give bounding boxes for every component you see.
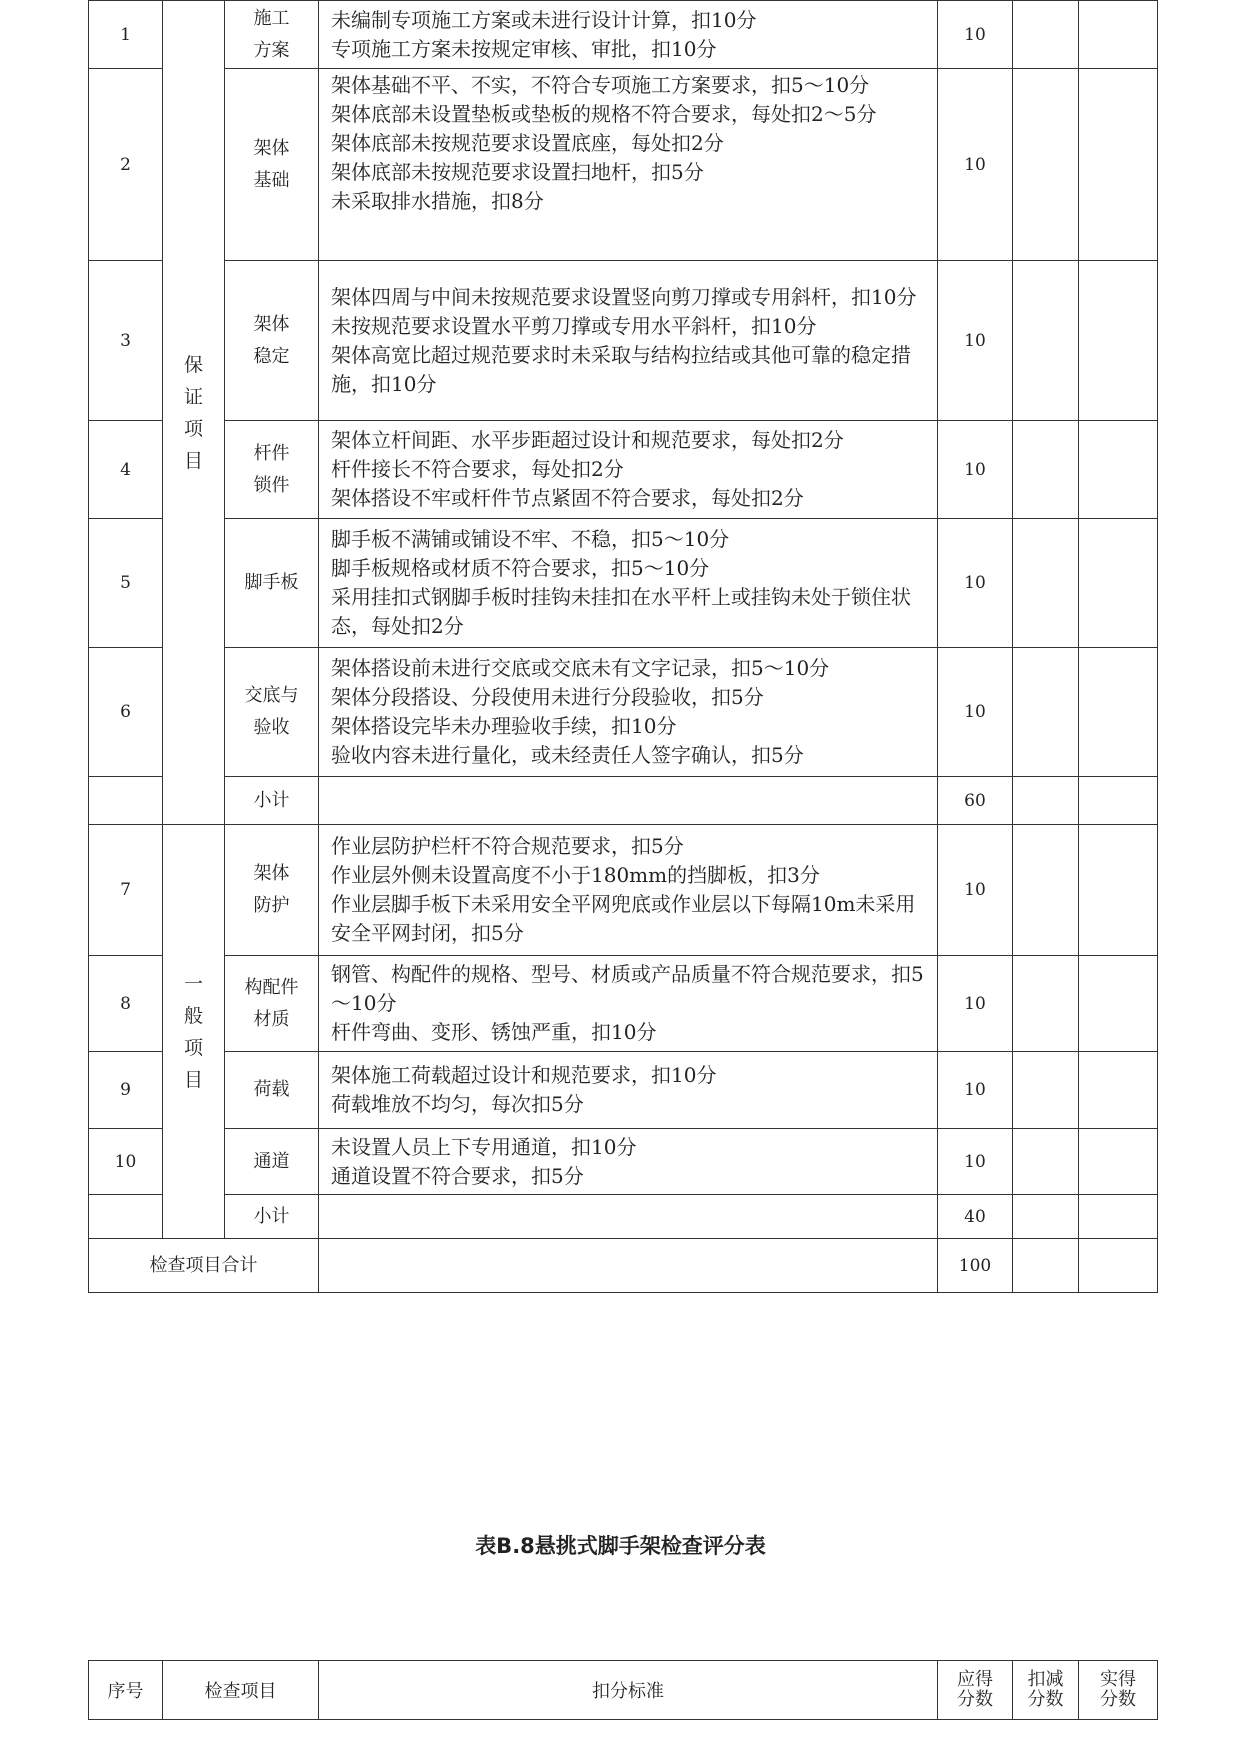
- score-actual-cell[interactable]: [1079, 1195, 1158, 1239]
- item-name: 构配件材质: [225, 956, 319, 1052]
- deduction-standard: 架体基础不平、不实，不符合专项施工方案要求，扣5～10分 架体底部未设置垫板或垫板的规格不符合要求，每处扣2～5分 架体底部未按规范要求设置底座，每处扣2分 架体底部未按规范要求设置扫地杆，扣5分 未采取排水措施，扣8分: [319, 69, 938, 261]
- subtotal-label: 小计: [225, 777, 319, 825]
- score-due: 10: [938, 261, 1013, 421]
- item-name: 荷载: [225, 1052, 319, 1129]
- row-number: 6: [89, 648, 163, 777]
- header-score-actual: 实得 分数: [1079, 1661, 1158, 1720]
- table-row: [89, 1052, 1158, 1129]
- row-number: [89, 777, 163, 825]
- total-score: 100: [938, 1239, 1013, 1293]
- score-deduct-cell[interactable]: [1013, 1239, 1079, 1293]
- row-number: 2: [89, 69, 163, 261]
- score-actual-cell[interactable]: [1079, 956, 1158, 1052]
- score-due: 10: [938, 1129, 1013, 1195]
- item-name: 通道: [225, 1129, 319, 1195]
- header-no: 序号: [89, 1661, 163, 1720]
- next-table-header: [88, 1660, 1158, 1720]
- table-title: 表B.8悬挑式脚手架检查评分表: [475, 1534, 766, 1558]
- score-actual-cell[interactable]: [1079, 519, 1158, 648]
- item-name: 架体防护: [225, 825, 319, 956]
- deduction-standard: 架体立杆间距、水平步距超过设计和规范要求，每处扣2分 杆件接长不符合要求，每处扣2分 架体搭设不牢或杆件节点紧固不符合要求，每处扣2分: [319, 421, 938, 519]
- deduction-standard: [319, 777, 938, 825]
- deduction-standard: [319, 1195, 938, 1239]
- item-name: 杆件锁件: [225, 421, 319, 519]
- score-deduct-cell[interactable]: [1013, 825, 1079, 956]
- header-item: 检查项目: [163, 1661, 319, 1720]
- score-due: 10: [938, 69, 1013, 261]
- item-name: 脚手板: [225, 519, 319, 648]
- row-number: 7: [89, 825, 163, 956]
- row-number: 10: [89, 1129, 163, 1195]
- deduction-standard: 架体四周与中间未按规范要求设置竖向剪刀撑或专用斜杆，扣10分 未按规范要求设置水平剪刀撑或专用水平斜杆，扣10分 架体高宽比超过规范要求时未采取与结构拉结或其他可靠的稳定措施，扣10分: [319, 261, 938, 421]
- score-actual-cell[interactable]: [1079, 825, 1158, 956]
- deduction-standard: [319, 1239, 938, 1293]
- row-number: [89, 1195, 163, 1239]
- table-row: [89, 956, 1158, 1052]
- table-row: [89, 648, 1158, 777]
- score-actual-cell[interactable]: [1079, 261, 1158, 421]
- score-due: 10: [938, 421, 1013, 519]
- score-deduct-cell[interactable]: [1013, 1195, 1079, 1239]
- score-due: 10: [938, 519, 1013, 648]
- score-deduct-cell[interactable]: [1013, 261, 1079, 421]
- score-deduct-cell[interactable]: [1013, 69, 1079, 261]
- table-row: [89, 519, 1158, 648]
- score-deduct-cell[interactable]: [1013, 956, 1079, 1052]
- score-due: 10: [938, 1052, 1013, 1129]
- deduction-standard: 作业层防护栏杆不符合规范要求，扣5分 作业层外侧未设置高度不小于180mm的挡脚板，扣3分 作业层脚手板下未采用安全平网兜底或作业层以下每隔10m未采用安全平网封闭，扣5分: [319, 825, 938, 956]
- score-due: 10: [938, 825, 1013, 956]
- score-deduct-cell[interactable]: [1013, 519, 1079, 648]
- score-due: 10: [938, 1, 1013, 69]
- score-actual-cell[interactable]: [1079, 1052, 1158, 1129]
- score-actual-cell[interactable]: [1079, 1129, 1158, 1195]
- subtotal-row: [89, 1195, 1158, 1239]
- score-deduct-cell[interactable]: [1013, 1129, 1079, 1195]
- deduction-standard: 脚手板不满铺或铺设不牢、不稳，扣5～10分 脚手板规格或材质不符合要求，扣5～10分 采用挂扣式钢脚手板时挂钩未挂扣在水平杆上或挂钩未处于锁住状态，每处扣2分: [319, 519, 938, 648]
- item-name: 施工方案: [225, 1, 319, 69]
- score-deduct-cell[interactable]: [1013, 1, 1079, 69]
- item-name: 架体基础: [225, 69, 319, 261]
- deduction-standard: 架体施工荷载超过设计和规范要求，扣10分 荷载堆放不均匀，每次扣5分: [319, 1052, 938, 1129]
- row-number: 3: [89, 261, 163, 421]
- score-actual-cell[interactable]: [1079, 1239, 1158, 1293]
- subtotal-row: [89, 777, 1158, 825]
- score-deduct-cell[interactable]: [1013, 1052, 1079, 1129]
- score-actual-cell[interactable]: [1079, 69, 1158, 261]
- row-number: 9: [89, 1052, 163, 1129]
- score-due: 10: [938, 956, 1013, 1052]
- row-number: 5: [89, 519, 163, 648]
- scaffold-score-table: [88, 0, 1158, 1293]
- row-number: 8: [89, 956, 163, 1052]
- category-cell-guarantee: [163, 1, 225, 825]
- subtotal-label: 小计: [225, 1195, 319, 1239]
- deduction-standard: 未设置人员上下专用通道，扣10分 通道设置不符合要求，扣5分: [319, 1129, 938, 1195]
- score-deduct-cell[interactable]: [1013, 421, 1079, 519]
- table-row: [89, 1, 1158, 69]
- score-deduct-cell[interactable]: [1013, 648, 1079, 777]
- score-deduct-cell[interactable]: [1013, 777, 1079, 825]
- header-row: [89, 1661, 1158, 1720]
- deduction-standard: 未编制专项施工方案或未进行设计计算，扣10分 专项施工方案未按规定审核、审批，扣10分: [319, 1, 938, 69]
- table-row: [89, 69, 1158, 261]
- table-row: [89, 825, 1158, 956]
- score-actual-cell[interactable]: [1079, 421, 1158, 519]
- table-row: [89, 1129, 1158, 1195]
- score-actual-cell[interactable]: [1079, 1, 1158, 69]
- score-actual-cell[interactable]: [1079, 777, 1158, 825]
- deduction-standard: 钢管、构配件的规格、型号、材质或产品质量不符合规范要求，扣5～10分 杆件弯曲、变形、锈蚀严重，扣10分: [319, 956, 938, 1052]
- row-number: 4: [89, 421, 163, 519]
- score-due: 10: [938, 648, 1013, 777]
- table-row: [89, 421, 1158, 519]
- total-row: [89, 1239, 1158, 1293]
- header-standard: 扣分标准: [319, 1661, 938, 1720]
- table-row: [89, 261, 1158, 421]
- item-name: 交底与验收: [225, 648, 319, 777]
- row-number: 1: [89, 1, 163, 69]
- subtotal-score: 40: [938, 1195, 1013, 1239]
- total-label: 检查项目合计: [89, 1239, 319, 1293]
- deduction-standard: 架体搭设前未进行交底或交底未有文字记录，扣5～10分 架体分段搭设、分段使用未进行分段验收，扣5分 架体搭设完毕未办理验收手续，扣10分 验收内容未进行量化，或未经责任人签字确认，扣5分: [319, 648, 938, 777]
- category-cell-general: [163, 825, 225, 1239]
- score-actual-cell[interactable]: [1079, 648, 1158, 777]
- header-score-deduct: 扣减 分数: [1013, 1661, 1079, 1720]
- item-name: 架体稳定: [225, 261, 319, 421]
- subtotal-score: 60: [938, 777, 1013, 825]
- category-label: 一般项目: [184, 972, 204, 1091]
- header-score-due: 应得 分数: [938, 1661, 1013, 1720]
- category-label: 保证项目: [184, 353, 204, 472]
